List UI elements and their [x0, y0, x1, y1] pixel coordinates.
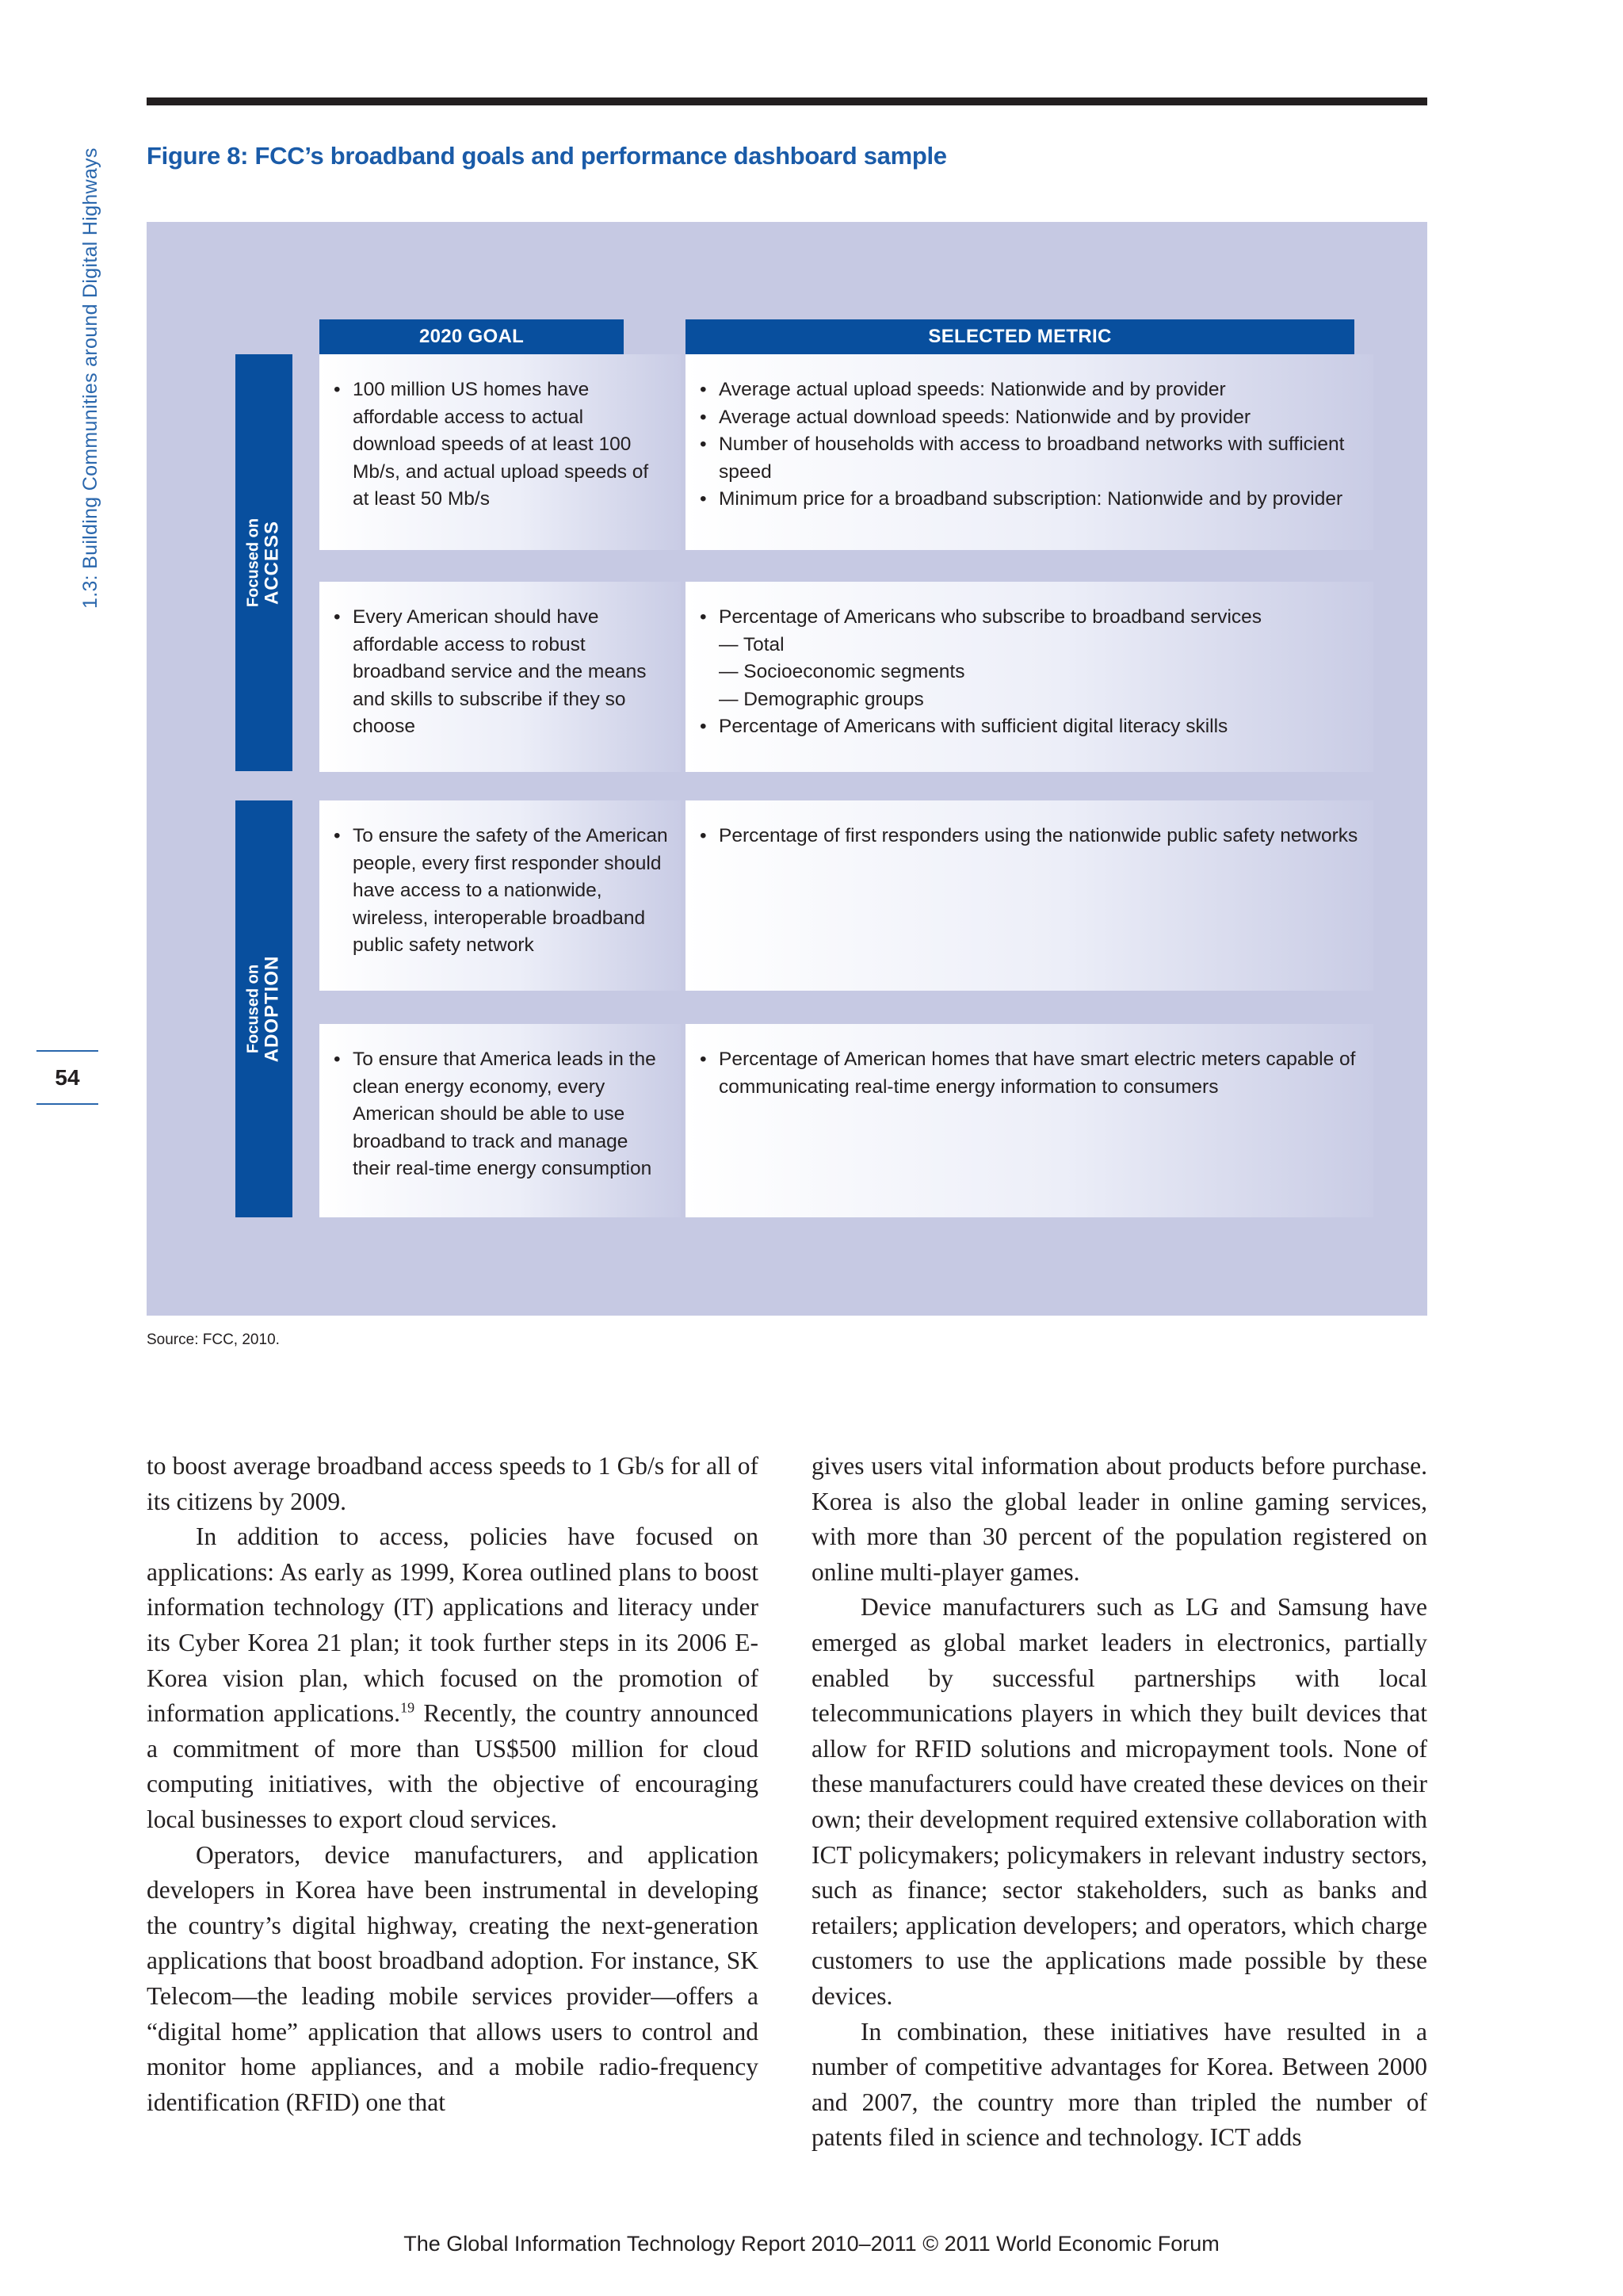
body-paragraph: Operators, device manufacturers, and application developers in Korea have been instrumental in developing the country’s digital highway, creating the next-generation applications that boost broadband adoption. For instance, SK Telecom—the leading mobile services provider—offers a “digital home” application that allows users to control and monitor home appliances, and a mobile radio-frequency identification (RFID) one that: [147, 1840, 758, 2116]
adoption-side-tab: [235, 800, 292, 1217]
access-side-tab: [235, 354, 292, 771]
goal-cell-public-safety: [319, 800, 681, 991]
metric-item: • Average actual download speeds: Nationwide and by provider: [700, 404, 1362, 432]
access-tab-line1: Focused on: [244, 518, 262, 608]
metric-item: • Percentage of American homes that have smart electric meters capable of communicating real-time energy information to consumers: [700, 1046, 1362, 1101]
goal-column-header: 2020 GOAL: [319, 319, 624, 354]
goal-cell-affordable-access: [319, 582, 681, 772]
access-tab-line2: ACCESS: [261, 520, 283, 606]
metric-item: • Percentage of first responders using the nationwide public safety networks: [700, 823, 1362, 850]
metric-cell-access-speed: [685, 354, 1373, 550]
body-paragraph: In combination, these initiatives have resulted in a number of competitive advantages for Korea. Between 2000 and 2007, the country more than tripled the number of patents filed in science and technology. ICT adds: [812, 2017, 1427, 2152]
body-column-left: [147, 1449, 758, 2120]
goal-cell-access-speed: [319, 354, 681, 550]
metric-subitem: — Socioeconomic segments: [719, 661, 965, 682]
footnote-ref: 19: [400, 1699, 415, 1716]
running-header: 1.3: Building Communities around Digital Highways: [79, 147, 101, 609]
body-paragraph: gives users vital information about products before purchase. Korea is also the global leader in online gaming services, with more than 30 percent of the population registered on online multi-player games.: [812, 1452, 1427, 1586]
metric-cell-affordable-access: [685, 582, 1373, 772]
metric-subitem: — Total: [719, 633, 785, 655]
body-text: In addition to access, policies have focused on applications: As early as 1999, Korea outlined plans to boost information technology (IT) applications and literacy under its Cyber Korea 21 plan; it took further steps in its 2006 E-Korea vision plan, which focused on the promotion of information applications.: [147, 1522, 758, 1728]
goal-item: • 100 million US homes have affordable access to actual download speeds of at least 100 Mb/s, and actual upload speeds of at least 50 Mb/s: [334, 376, 670, 514]
body-paragraph: to boost average broadband access speeds to 1 Gb/s for all of its citizens by 2009.: [147, 1452, 758, 1515]
page-footer: The Global Information Technology Report 2010–2011 © 2011 World Economic Forum: [403, 2232, 1220, 2256]
goal-cell-clean-energy: [319, 1024, 681, 1217]
body-column-right: [812, 1449, 1427, 2156]
adoption-tab-line1: Focused on: [244, 964, 262, 1054]
metric-cell-public-safety: [685, 800, 1373, 991]
metric-item: • Number of households with access to broadband networks with sufficient speed: [700, 431, 1362, 486]
page-number-rule-bottom: [36, 1103, 98, 1105]
metric-item: • Minimum price for a broadband subscription: Nationwide and by provider: [700, 486, 1362, 514]
goal-item: • To ensure the safety of the American people, every first responder should have access to a nationwide, wireless, interoperable broadband public safety network: [334, 823, 670, 960]
figure-top-rule: [147, 97, 1427, 105]
metric-item: • Average actual upload speeds: Nationwide and by provider: [700, 376, 1362, 404]
metric-item: • Percentage of Americans with sufficient digital literacy skills: [700, 713, 1362, 741]
goal-item: • Every American should have affordable access to robust broadband service and the means and skills to subscribe if they so choose: [334, 604, 670, 741]
metric-column-header: SELECTED METRIC: [685, 319, 1354, 354]
figure-source: Source: FCC, 2010.: [147, 1331, 280, 1348]
body-paragraph: Device manufacturers such as LG and Samsung have emerged as global market leaders in electronics, partially enabled by successful partnerships with local telecommunications players in which they built devices that allow for RFID solutions and micropayment tools. None of these manufacturers could have created these devices on their own; their development required extensive collaboration with ICT policymakers; policymakers in relevant industry sectors, such as finance; sector stakeholders, such as banks and retailers; application developers; and operators, which charge customers to use the applications made possible by these devices.: [812, 1593, 1427, 2010]
adoption-tab-line2: ADOPTION: [261, 955, 283, 1063]
metric-cell-clean-energy: [685, 1024, 1373, 1217]
page-number: 54: [55, 1065, 80, 1090]
goal-item: • To ensure that America leads in the clean energy economy, every American should be able to use broadband to track and manage their real-time energy consumption: [334, 1046, 670, 1183]
page-number-rule-top: [36, 1050, 98, 1052]
figure-title: Figure 8: FCC’s broadband goals and performance dashboard sample: [147, 142, 947, 170]
body-paragraph: [147, 1519, 758, 1837]
body-text: Recently, the country announced a commitment of more than US$500 million for cloud computing initiatives, with the objective of encouraging local businesses to export cloud services.: [147, 1699, 758, 1833]
metric-item: • Percentage of Americans who subscribe to broadband services: [700, 604, 1362, 632]
metric-subitem: — Demographic groups: [719, 688, 924, 710]
